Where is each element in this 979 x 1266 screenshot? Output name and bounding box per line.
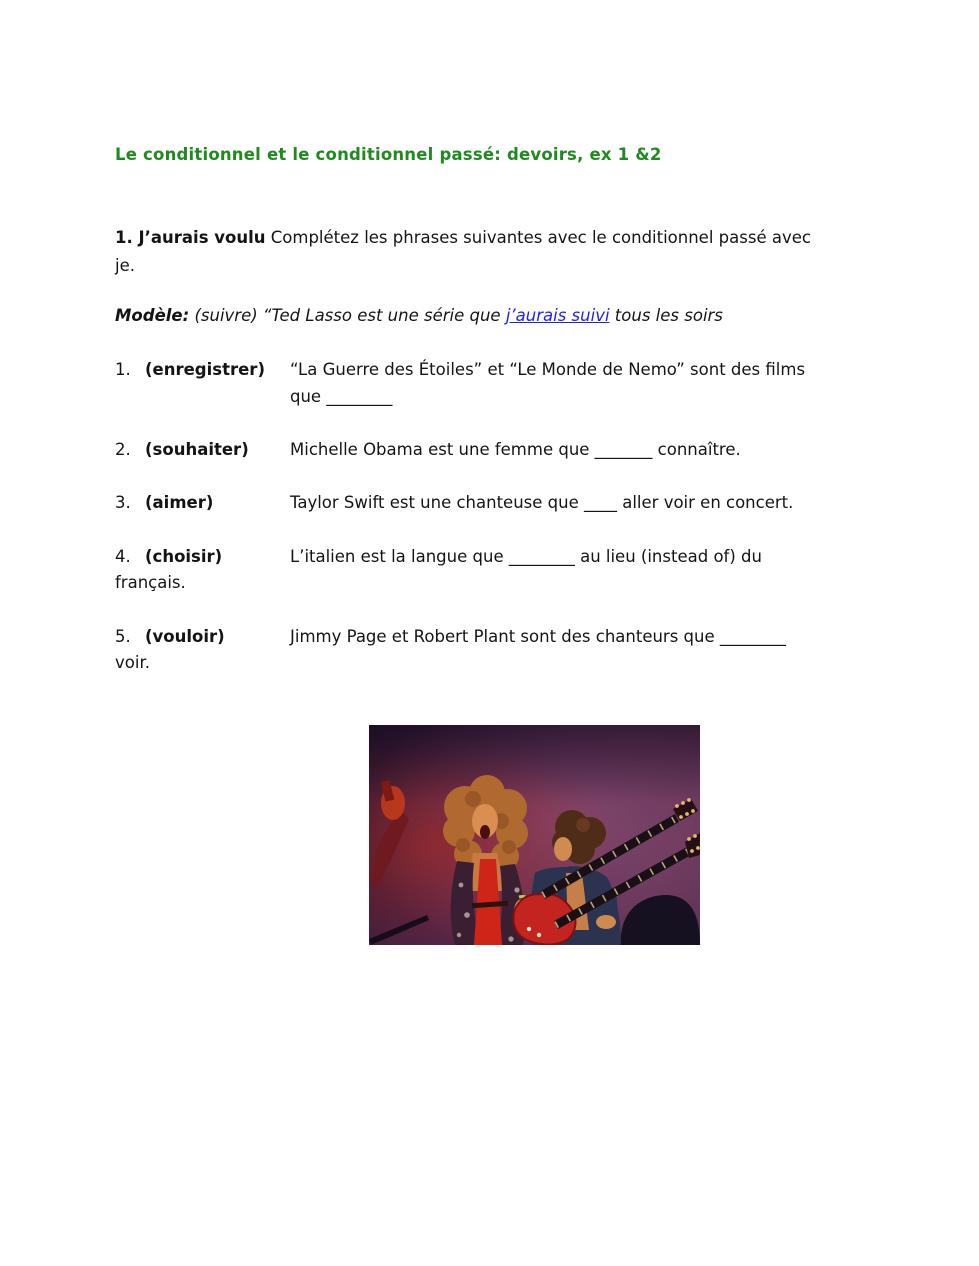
item-4-verb: (choisir) — [145, 547, 223, 566]
item-1-sentence: “La Guerre des Étoiles” et “Le Monde de Nemo” sont des films — [290, 360, 806, 379]
item-5-sentence: Jimmy Page et Robert Plant sont des chanteurs que ________ — [290, 627, 786, 646]
item-5-verb: (vouloir) — [145, 627, 225, 646]
item-3-number: 3. — [115, 493, 131, 512]
item-3-verb: (aimer) — [145, 493, 214, 512]
exercise-item-4 — [115, 544, 875, 570]
model-answer-link[interactable]: j’aurais suivi — [505, 306, 610, 325]
exercise-item-1 — [115, 357, 875, 383]
exercise-1-instructions-continuation: je. — [115, 256, 135, 275]
concert-photo-illustration — [369, 725, 700, 945]
worksheet-title: Le conditionnel et le conditionnel passé: devoirs, ex 1 &2 — [115, 145, 662, 164]
exercise-item-3 — [115, 490, 875, 516]
model-sentence-pre: “Ted Lasso est une série que — [262, 306, 506, 325]
exercise-1-instructions — [115, 224, 875, 280]
model-label: Modèle: — [115, 306, 190, 325]
exercise-item-5 — [115, 624, 875, 650]
item-4-number: 4. — [115, 547, 131, 566]
model-sentence-post: tous les soirs — [609, 306, 723, 325]
item-2-verb: (souhaiter) — [145, 440, 249, 459]
item-5-number: 5. — [115, 627, 131, 646]
item-4-sentence-continuation: français. — [115, 573, 186, 592]
model-example-line — [115, 303, 723, 329]
item-2-sentence: Michelle Obama est une femme que _______ connaître. — [290, 440, 741, 459]
item-4-sentence: L’italien est la langue que ________ au lieu (instead of) du — [290, 547, 762, 566]
item-1-verb: (enregistrer) — [145, 360, 265, 379]
item-1-number: 1. — [115, 360, 131, 379]
exercise-1-instructions-text: Complétez les phrases suivantes avec le conditionnel passé avec — [270, 228, 811, 247]
item-3-sentence: Taylor Swift est une chanteuse que ____ aller voir en concert. — [290, 493, 794, 512]
item-5-sentence-continuation: voir. — [115, 653, 150, 672]
item-1-sentence-continuation: que ________ — [290, 387, 393, 406]
model-verb: (suivre) — [194, 306, 258, 325]
exercise-item-2 — [115, 437, 875, 463]
item-2-number: 2. — [115, 440, 131, 459]
led-zeppelin-concert-photo — [369, 725, 700, 945]
exercise-1-number-title: 1. J’aurais voulu — [115, 228, 266, 247]
